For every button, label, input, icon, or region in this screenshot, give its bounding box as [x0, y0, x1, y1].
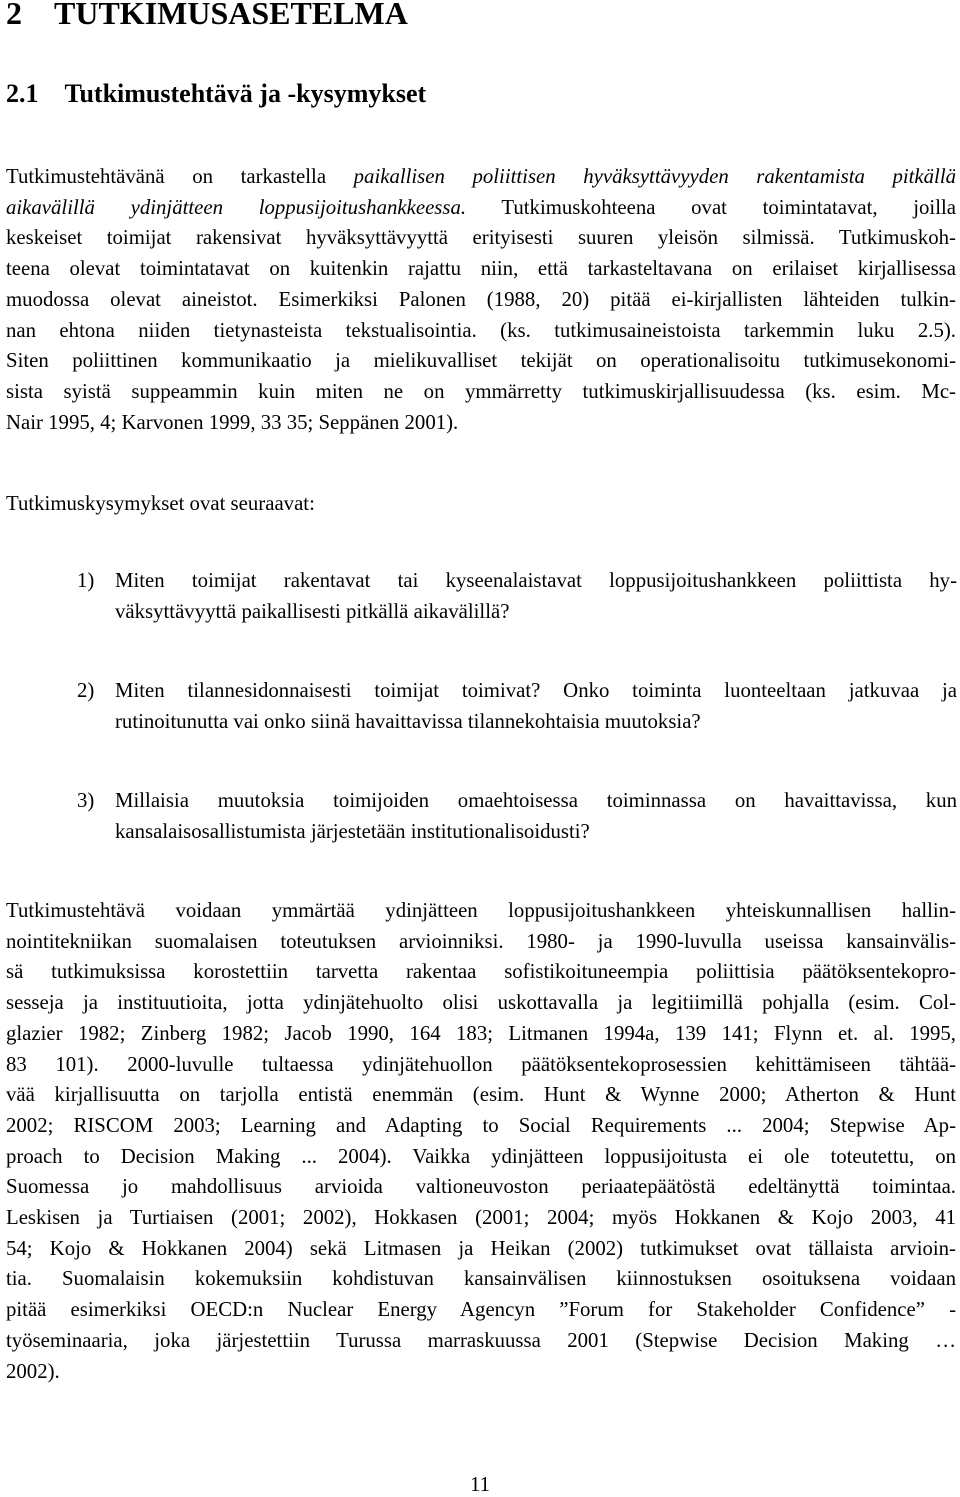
- paragraph-line: pitää esimerkiksi OECD:n Nuclear Energy Agencyn ”Forum for Stakeholder Confidence” -: [6, 1298, 956, 1322]
- paragraph-line: muodossa olevat aineistot. Esimerkiksi Palonen (1988, 20) pitää ei-kirjallisten lähteiden tulkin-: [6, 287, 956, 311]
- paragraph-line: työseminaaria, joka järjestettiin Turussa marraskuussa 2001 (Stepwise Decision Making …: [6, 1328, 956, 1352]
- paragraph-line: 83 101). 2000-luvulle tultaessa ydinjätehuollon päätöksentekoprosessien kehittämiseen tähtää-: [6, 1052, 956, 1076]
- questions-intro: Tutkimuskysymykset ovat seuraavat:: [6, 492, 315, 515]
- paragraph-line: Nair 1995, 4; Karvonen 1999, 33 35; Seppänen 2001).: [6, 410, 459, 434]
- chapter-heading: [6, 0, 408, 32]
- research-question-3: [77, 786, 957, 847]
- paragraph-line: tia. Suomalaisin kokemuksiin kohdistuvan kansainvälisen kiinnostuksen osoituksena voidaan: [6, 1267, 956, 1291]
- question-text: Miten tilannesidonnaisesti toimijat toimivat? Onko toiminta luonteeltaan jatkuvaa ja: [115, 679, 957, 702]
- question-text: Millaisia muutoksia toimijoiden omaehtoisessa toiminnassa on havaittavissa, kun: [115, 789, 957, 812]
- paragraph-line: Tutkimustehtävä voidaan ymmärtää ydinjätteen loppusijoitushankkeen yhteiskunnallisen hallin-: [6, 899, 956, 922]
- paragraph-line: vää kirjallisuutta on tarjolla entistä enemmän (esim. Hunt & Wynne 2000; Atherton & Hunt: [6, 1083, 956, 1107]
- question-text: kansalaisosallistumista järjestetään institutionalisoidusti?: [115, 819, 590, 843]
- question-number: 1): [77, 569, 95, 592]
- paragraph-line: nointitekniikan suomalaisen toteutuksen arvioinniksi. 1980- ja 1990-luvulla useissa kansainvälis-: [6, 929, 956, 953]
- paragraph-line: 54; Kojo & Hokkanen 2004) sekä Litmasen ja Heikan (2002) tutkimukset ovat tällaista arvioin-: [6, 1236, 956, 1260]
- paragraph-evaluation: [6, 896, 956, 1387]
- section-heading: [6, 77, 426, 111]
- question-text: Miten toimijat rakentavat tai kyseenalaistavat loppusijoitushankkeen poliittista hy-: [115, 569, 957, 592]
- paragraph-line: 2002; RISCOM 2003; Learning and Adapting to Social Requirements ... 2004; Stepwise Ap-: [6, 1113, 956, 1137]
- research-question-1: [77, 566, 957, 627]
- paragraph-line: Suomessa jo mahdollisuus arvioida valtioneuvoston periaatepäätöstä edeltänyttä toimintaa.: [6, 1175, 956, 1199]
- paragraph-line: sista syistä suppeammin kuin miten ne on ymmärretty tutkimuskirjallisuudessa (ks. esim. Mc-: [6, 379, 956, 403]
- question-text: rutinoitunutta vai onko siinä havaittavissa tilannekohtaisia muutoksia?: [115, 709, 701, 733]
- research-question-2: [77, 676, 957, 737]
- chapter-number: 2: [6, 0, 22, 31]
- question-number: 2): [77, 679, 95, 702]
- paragraph-line: aikavälillä ydinjätteen loppusijoitushankkeessa. Tutkimuskohteena ovat toimintatavat, joilla: [6, 195, 956, 219]
- paragraph-line: sä tutkimuksissa korostettiin tarvetta rakentaa sofistikoituneempia poliittisia päätöksentekopro-: [6, 960, 956, 984]
- paragraph-line: sesseja ja instituutioita, jotta ydinjätehuolto olisi uskottavalla ja legitiimillä pohjalla (esim. Col-: [6, 991, 956, 1015]
- paragraph-line: keskeiset toimijat rakensivat hyväksyttävyyttä erityisesti suuren yleisön silmissä. Tutkimuskoh-: [6, 226, 956, 250]
- paragraph-line: nan ehtona niiden tietynasteista tekstualisointia. (ks. tutkimusaineistoista tarkemmin luku 2.5).: [6, 318, 956, 342]
- paragraph-line: glazier 1982; Zinberg 1982; Jacob 1990, 164 183; Litmanen 1994a, 139 141; Flynn et. al. 1995,: [6, 1021, 956, 1045]
- chapter-title: TUTKIMUSASETELMA: [54, 0, 408, 31]
- section-title: Tutkimustehtävä ja -kysymykset: [64, 79, 427, 108]
- paragraph-line: teena olevat toimintatavat on kuitenkin rajattu niin, että tarkasteltavana on erilaiset kirjallisessa: [6, 257, 956, 281]
- section-number: 2.1: [6, 79, 39, 108]
- paragraph-line: 2002).: [6, 1359, 60, 1383]
- question-number: 3): [77, 789, 95, 812]
- paragraph-line: Leskisen ja Turtiaisen (2001; 2002), Hokkasen (2001; 2004; myös Hokkanen & Kojo 2003, 41: [6, 1206, 956, 1230]
- question-text: väksyttävyyttä paikallisesti pitkällä aikavälillä?: [115, 599, 510, 623]
- paragraph-research-task: [6, 162, 956, 438]
- paragraph-line: proach to Decision Making ... 2004). Vaikka ydinjätteen loppusijoitusta ei ole toteutettu, on: [6, 1144, 956, 1168]
- paragraph-line: Tutkimustehtävänä on tarkastella paikallisen poliittisen hyväksyttävyyden rakentamista pitkällä: [6, 165, 956, 188]
- paragraph-line: Siten poliittinen kommunikaatio ja mielikuvalliset tekijät on operationalisoitu tutkimusekonomi-: [6, 349, 956, 373]
- page-number: 11: [469, 1473, 491, 1496]
